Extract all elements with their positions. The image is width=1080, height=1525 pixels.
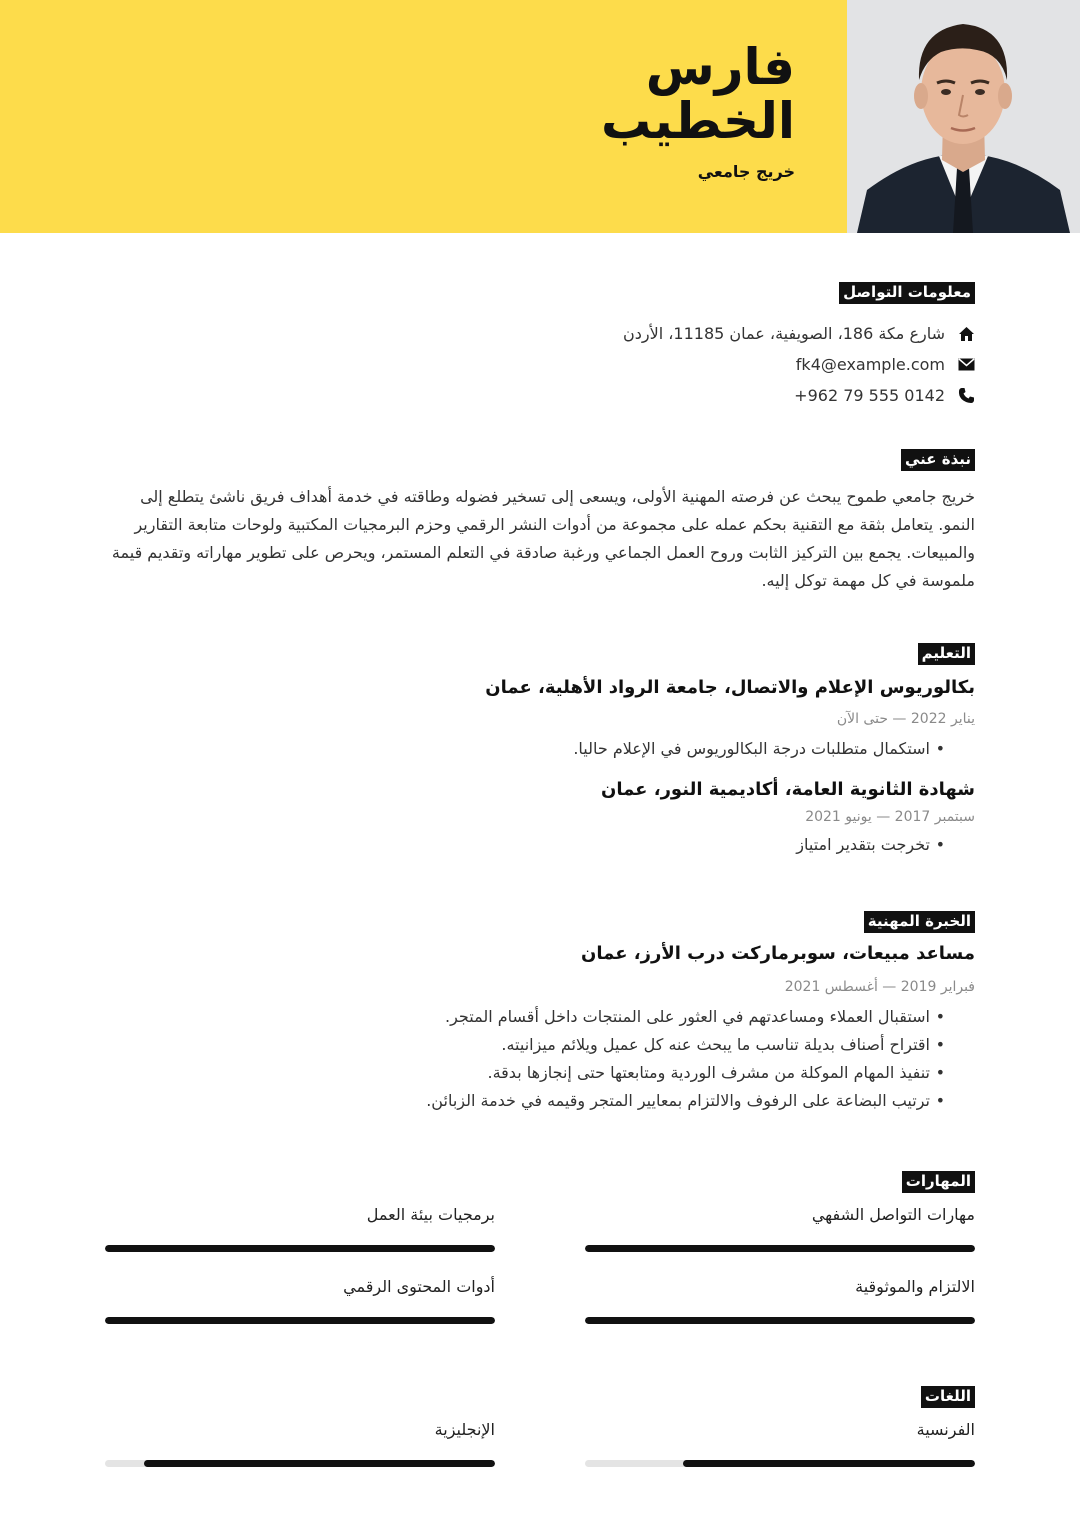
experience-entry-bullets: [105, 1003, 975, 1115]
contact-section-title: معلومات التواصل: [839, 282, 975, 304]
resume-header: [0, 0, 1080, 233]
skill-level-bar: [585, 1245, 975, 1252]
education-entry-date: سبتمبر 2017 — يونيو 2021: [805, 809, 975, 825]
languages-section-title: اللغات: [921, 1386, 975, 1408]
skill-level-bar: [105, 1245, 495, 1252]
education-entry-date: يناير 2022 — حتى الآن: [836, 711, 975, 727]
education-section: [105, 643, 975, 859]
language-name: الفرنسية: [916, 1420, 975, 1439]
skills-section: [105, 1171, 975, 1347]
education-entry: [105, 675, 975, 763]
experience-section: [105, 911, 975, 1115]
home-icon: [957, 325, 975, 343]
language-level-fill: [144, 1460, 495, 1467]
bullet-item: • اقتراح أصناف بديلة تناسب ما يبحث عنه كل عميل ويلائم ميزانيته.: [105, 1031, 975, 1059]
bullet-item: • تخرجت بتقدير امتياز: [105, 831, 975, 859]
languages-grid: [105, 1418, 975, 1490]
email-link[interactable]: fk4@example.com: [795, 355, 945, 374]
language-item: [585, 1418, 975, 1490]
bullet-item: • تنفيذ المهام الموكلة من مشرف الوردية ومتابعتها حتى إنجازها بدقة.: [105, 1059, 975, 1087]
job-title: خريج جامعي: [697, 162, 795, 181]
skill-item: [105, 1275, 495, 1347]
experience-section-title: الخبرة المهنية: [864, 911, 975, 933]
bullet-item: • استكمال متطلبات درجة البكالوريوس في الإعلام حاليا.: [105, 735, 975, 763]
education-entry: [105, 777, 975, 859]
skill-name: برمجيات بيئة العمل: [366, 1205, 495, 1224]
skill-level-fill: [585, 1245, 975, 1252]
portrait-illustration: [847, 0, 1080, 233]
contact-phone: [105, 380, 975, 411]
bullet-item: • ترتيب البضاعة على الرفوف والالتزام بمعايير المتجر وقيمه في خدمة الزبائن.: [105, 1087, 975, 1115]
languages-section: [105, 1386, 975, 1490]
contact-list: [105, 318, 975, 411]
experience-entry: [105, 941, 975, 1115]
skills-grid: [105, 1203, 975, 1347]
education-entry-bullets: [105, 735, 975, 763]
skill-level-bar: [105, 1317, 495, 1324]
skill-name: أدوات المحتوى الرقمي: [343, 1277, 495, 1296]
skill-item: [585, 1203, 975, 1275]
contact-address: [105, 318, 975, 349]
about-section-title: نبذة عني: [901, 449, 975, 471]
phone-icon: [957, 387, 975, 405]
education-section-title: التعليم: [918, 643, 975, 665]
skill-level-fill: [105, 1245, 495, 1252]
language-level-bar: [585, 1460, 975, 1467]
education-entry-bullets: [105, 831, 975, 859]
name-block: [601, 40, 795, 181]
skill-level-fill: [585, 1317, 975, 1324]
skill-item: [585, 1275, 975, 1347]
bullet-item: • استقبال العملاء ومساعدتهم في العثور على المنتجات داخل أقسام المتجر.: [105, 1003, 975, 1031]
envelope-icon: [957, 356, 975, 374]
first-name: فارس: [645, 38, 795, 96]
address-text: شارع مكة 186، الصويفية، عمان 11185، الأردن: [622, 324, 945, 343]
language-item: [105, 1418, 495, 1490]
experience-entry-title: مساعد مبيعات، سوبرماركت درب الأرز، عمان: [581, 943, 975, 964]
language-name: الإنجليزية: [434, 1420, 495, 1439]
skill-name: مهارات التواصل الشفهي: [811, 1205, 975, 1224]
language-level-bar: [105, 1460, 495, 1467]
language-level-fill: [683, 1460, 976, 1467]
profile-photo: [847, 0, 1080, 233]
skills-section-title: المهارات: [902, 1171, 975, 1193]
contact-section: [105, 282, 975, 411]
phone-text: +962 79 555 0142: [794, 386, 945, 405]
experience-entry-date: فبراير 2019 — أغسطس 2021: [784, 979, 975, 995]
skill-level-fill: [105, 1317, 495, 1324]
contact-email: [105, 349, 975, 380]
about-section: [105, 449, 975, 595]
skill-name: الالتزام والموثوقية: [855, 1277, 975, 1296]
last-name: الخطيب: [601, 92, 795, 150]
education-entry-title: بكالوريوس الإعلام والاتصال، جامعة الرواد الأهلية، عمان: [485, 677, 975, 698]
about-text: خريج جامعي طموح يبحث عن فرصته المهنية الأولى، ويسعى إلى تسخير فضوله وطاقته في خدمة أهداف فريق ناشئ يتطلع إلى النمو. يتعامل بثقة مع التقنية بحكم عمله على مجموعة من أدوات النشر الرقمي وحزم البرمجيات المكتبية ولوحات متابعة التقارير والمبيعات. يجمع بين التركيز الثابت وروح العمل الجماعي ورغبة صادقة في التعلم المستمر، ويحرص على تطوير مهاراته وتقديم قيمة ملموسة في كل مهمة توكل إليه.: [111, 487, 975, 590]
skill-level-bar: [585, 1317, 975, 1324]
skill-item: [105, 1203, 495, 1275]
education-entry-title: شهادة الثانوية العامة، أكاديمية النور، عمان: [600, 779, 975, 800]
